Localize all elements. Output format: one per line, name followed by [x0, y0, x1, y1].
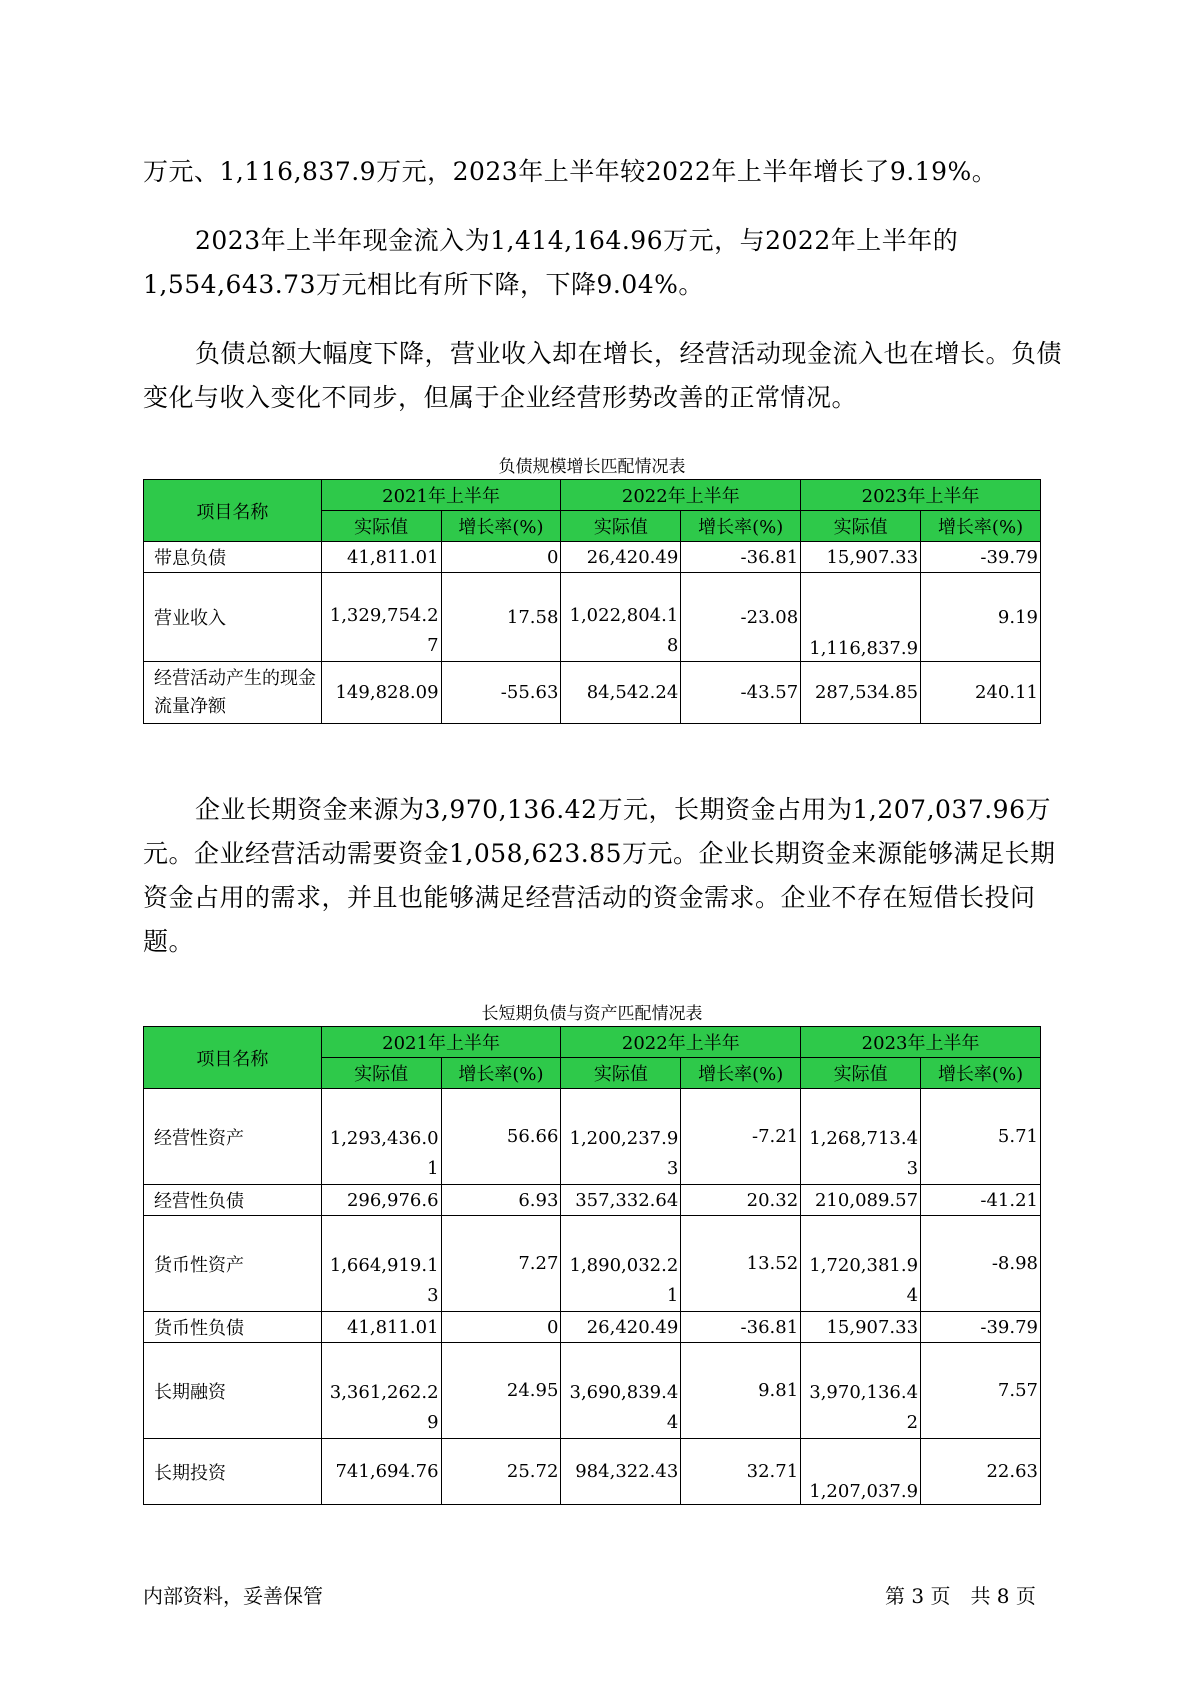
row-name: 货币性资产: [144, 1216, 322, 1312]
cell: -36.81: [681, 542, 801, 573]
cell: 296,976.6: [321, 1185, 441, 1216]
header-period-2022: 2022年上半年: [561, 1027, 801, 1058]
cell: 7.27: [441, 1216, 561, 1312]
cell: 0: [441, 542, 561, 573]
table-row: [144, 573, 1041, 662]
cell: 357,332.64: [561, 1185, 681, 1216]
cell: -7.21: [681, 1089, 801, 1185]
cell: 7.57: [921, 1343, 1041, 1439]
cell: 3,361,262.29: [321, 1343, 441, 1439]
row-name: 长期融资: [144, 1343, 322, 1439]
cell: 6.93: [441, 1185, 561, 1216]
row-name: 长期投资: [144, 1439, 322, 1505]
cell: 25.72: [441, 1439, 561, 1505]
liability-asset-table: [143, 1026, 1041, 1505]
header-actual: 实际值: [561, 511, 681, 542]
cell: 1,329,754.27: [321, 573, 441, 662]
cell: 1,890,032.21: [561, 1216, 681, 1312]
cell: 287,534.85: [801, 662, 921, 724]
header-actual: 实际值: [561, 1058, 681, 1089]
header-item-name: 项目名称: [144, 1027, 322, 1089]
table2-caption: 长短期负债与资产匹配情况表: [481, 1004, 703, 1024]
table-row: [144, 1216, 1041, 1312]
table-row: [144, 1343, 1041, 1439]
cell: 240.11: [921, 662, 1041, 724]
footer-confidential-note: 内部资料，妥善保管: [143, 1584, 323, 1608]
header-period-2021: 2021年上半年: [321, 1027, 561, 1058]
cell: 984,322.43: [561, 1439, 681, 1505]
cell: 15,907.33: [801, 542, 921, 573]
footer-page-number: 第 3 页 共 8 页: [885, 1584, 1036, 1608]
cell: 741,694.76: [321, 1439, 441, 1505]
header-period-2023: 2023年上半年: [801, 480, 1041, 511]
table-row: [144, 1185, 1041, 1216]
header-period-2023: 2023年上半年: [801, 1027, 1041, 1058]
debt-scale-table: [143, 479, 1041, 724]
header-actual: 实际值: [321, 1058, 441, 1089]
cell: 1,293,436.01: [321, 1089, 441, 1185]
header-growth: 增长率(%): [441, 1058, 561, 1089]
table-row: [144, 662, 1041, 724]
cell: 20.32: [681, 1185, 801, 1216]
cell: 3,970,136.42: [801, 1343, 921, 1439]
header-actual: 实际值: [321, 511, 441, 542]
table-row: [144, 1089, 1041, 1185]
cell: -23.08: [681, 573, 801, 662]
cell: 22.63: [921, 1439, 1041, 1505]
cell: 41,811.01: [321, 542, 441, 573]
paragraph-1: 万元、1,116,837.9万元，2023年上半年较2022年上半年增长了9.19%。: [143, 157, 998, 186]
header-growth: 增长率(%): [681, 511, 801, 542]
cell: 1,720,381.94: [801, 1216, 921, 1312]
cell: -8.98: [921, 1216, 1041, 1312]
table-row: [144, 1439, 1041, 1505]
cell: 26,420.49: [561, 1312, 681, 1343]
cell: 9.19: [921, 573, 1041, 662]
cell: 1,207,037.9: [801, 1439, 921, 1505]
paragraph-4: 企业长期资金来源为3,970,136.42万元，长期资金占用为1,207,037.96万元。企业经营活动需要资金1,058,623.85万元。企业长期资金来源能够满足长期资金占用的需求，并且也能够满足经营活动的资金需求。企业不存在短借长投问题。: [143, 795, 1056, 956]
cell: 0: [441, 1312, 561, 1343]
cell: 24.95: [441, 1343, 561, 1439]
row-name: 带息负债: [144, 542, 322, 573]
cell: 9.81: [681, 1343, 801, 1439]
cell: -36.81: [681, 1312, 801, 1343]
header-item-name: 项目名称: [144, 480, 322, 542]
row-name: 经营性负债: [144, 1185, 322, 1216]
table-row: [144, 1312, 1041, 1343]
cell: 1,664,919.13: [321, 1216, 441, 1312]
header-growth: 增长率(%): [921, 1058, 1041, 1089]
header-actual: 实际值: [801, 1058, 921, 1089]
cell: 17.58: [441, 573, 561, 662]
cell: 41,811.01: [321, 1312, 441, 1343]
cell: 1,268,713.43: [801, 1089, 921, 1185]
cell: 210,089.57: [801, 1185, 921, 1216]
cell: 3,690,839.44: [561, 1343, 681, 1439]
row-name: 经营性资产: [144, 1089, 322, 1185]
table1-caption: 负债规模增长匹配情况表: [498, 457, 686, 477]
table-row: [144, 542, 1041, 573]
cell: 56.66: [441, 1089, 561, 1185]
paragraph-3: 负债总额大幅度下降，营业收入却在增长，经营活动现金流入也在增长。负债变化与收入变化不同步，但属于企业经营形势改善的正常情况。: [143, 339, 1063, 412]
paragraph-2: 2023年上半年现金流入为1,414,164.96万元，与2022年上半年的1,554,643.73万元相比有所下降，下降9.04%。: [143, 226, 959, 299]
cell: 26,420.49: [561, 542, 681, 573]
cell: 5.71: [921, 1089, 1041, 1185]
cell: -39.79: [921, 542, 1041, 573]
cell: 32.71: [681, 1439, 801, 1505]
cell: 15,907.33: [801, 1312, 921, 1343]
cell: 1,200,237.93: [561, 1089, 681, 1185]
header-growth: 增长率(%): [921, 511, 1041, 542]
cell: 13.52: [681, 1216, 801, 1312]
cell: 84,542.24: [561, 662, 681, 724]
cell: 149,828.09: [321, 662, 441, 724]
header-growth: 增长率(%): [441, 511, 561, 542]
header-actual: 实际值: [801, 511, 921, 542]
row-name: 营业收入: [144, 573, 322, 662]
header-period-2022: 2022年上半年: [561, 480, 801, 511]
cell: -55.63: [441, 662, 561, 724]
header-period-2021: 2021年上半年: [321, 480, 561, 511]
row-name: 经营活动产生的现金流量净额: [144, 662, 322, 724]
cell: -39.79: [921, 1312, 1041, 1343]
header-growth: 增长率(%): [681, 1058, 801, 1089]
cell: -43.57: [681, 662, 801, 724]
cell: -41.21: [921, 1185, 1041, 1216]
row-name: 货币性负债: [144, 1312, 322, 1343]
cell: 1,116,837.9: [801, 573, 921, 662]
cell: 1,022,804.18: [561, 573, 681, 662]
